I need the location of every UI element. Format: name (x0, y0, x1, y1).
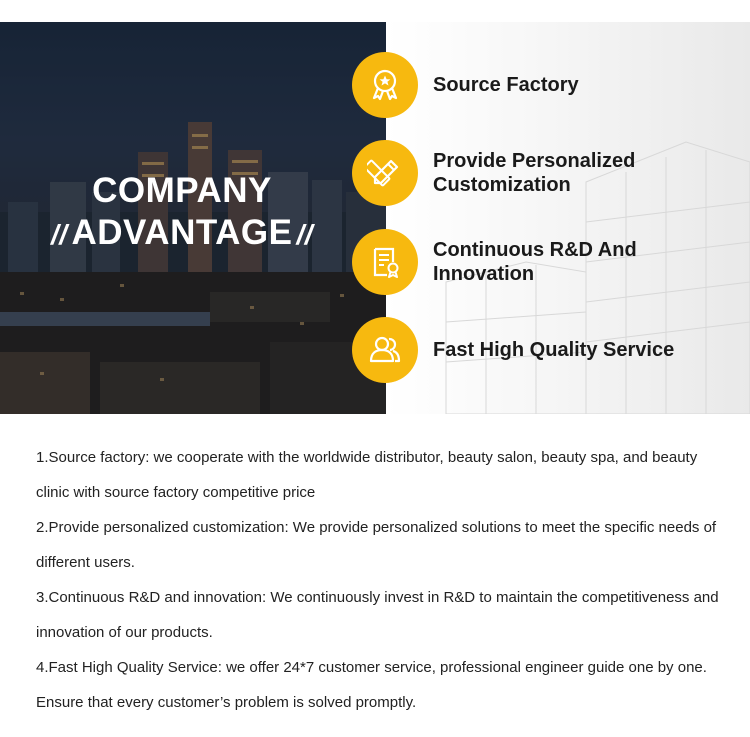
feature-label: Provide Personalized Customization (433, 150, 636, 196)
medal-icon (367, 67, 403, 103)
slash-mark-left: // (50, 219, 68, 250)
headline-line-2-text: ADVANTAGE (71, 213, 293, 252)
description-customization: 2.Provide personalized customization: We provide personalized solutions to meet the specific needs of different users. (36, 519, 717, 571)
users-icon (366, 332, 404, 368)
feature-icon-circle (352, 317, 418, 383)
feature-icon-circle (352, 140, 418, 206)
description-service: 4.Fast High Quality Service: we offer 24*7 customer service, professional engineer guide one by one. Ensure that every customer’s problem is solved promptly. (36, 659, 707, 711)
feature-icon-circle (352, 52, 418, 118)
city-night-photo (0, 22, 386, 414)
page-title (0, 170, 364, 256)
feature-label: Fast High Quality Service (433, 339, 675, 361)
pencil-ruler-icon (367, 155, 403, 191)
headline-line-2 (0, 212, 364, 256)
description-source-factory: 1.Source factory: we cooperate with the worldwide distributor, beauty salon, beauty spa, and beauty clinic with source factory competitive price (36, 449, 698, 501)
feature-label: Continuous R&D And Innovation (433, 239, 637, 285)
headline-line-1: COMPANY (92, 171, 272, 210)
feature-rnd-innovation (352, 229, 733, 295)
slash-mark-right: // (296, 219, 314, 250)
feature-service (352, 317, 733, 383)
advantage-descriptions (36, 440, 726, 720)
certificate-icon (367, 244, 403, 280)
feature-customization (352, 140, 733, 206)
feature-source-factory (352, 52, 733, 118)
feature-icon-circle (352, 229, 418, 295)
advantage-banner (0, 22, 750, 414)
feature-label: Source Factory (433, 74, 579, 96)
description-rnd: 3.Continuous R&D and innovation: We continuously invest in R&D to maintain the competitiveness and innovation of our products. (36, 589, 719, 641)
